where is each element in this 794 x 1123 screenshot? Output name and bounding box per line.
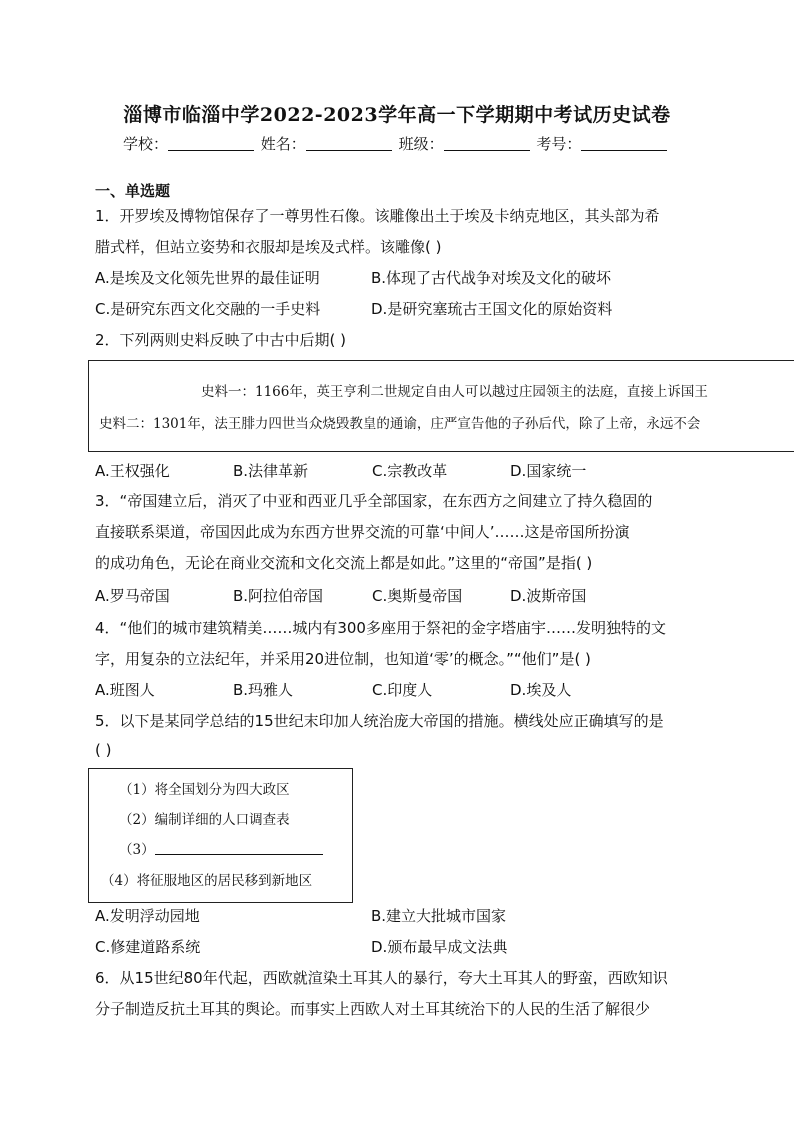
q2-stem: 2．下列两则史料反映了中古中后期( ) <box>95 331 347 349</box>
q1-option-c[interactable]: C.是研究东西文化交融的一手史料 <box>95 300 321 318</box>
q1-option-a[interactable]: A.是埃及文化领先世界的最佳证明 <box>95 269 320 287</box>
q3-stem-line1: 3．“帝国建立后，消灭了中亚和西亚几乎全部国家，在东西方之间建立了持久稳固的 <box>95 492 653 510</box>
q2-option-d[interactable]: D.国家统一 <box>510 462 587 480</box>
q1-option-d[interactable]: D.是研究塞琉古王国文化的原始资料 <box>371 300 613 318</box>
q1-stem-line1: 1．开罗埃及博物馆保存了一尊男性石像。该雕像出土于埃及卡纳克地区，其头部为希 <box>95 207 660 225</box>
school-blank[interactable] <box>168 136 254 151</box>
name-label: 姓名： <box>260 135 306 153</box>
section-heading: 一、单选题 <box>95 182 171 200</box>
q2-option-b[interactable]: B.法律革新 <box>233 462 309 480</box>
q5-stem-line2: ( ) <box>95 741 112 759</box>
student-info-row <box>123 133 669 154</box>
q2-source-two: 史料二：1301年，法王腓力四世当众烧毁教皇的通谕，庄严宣告他的子孙后代，除了上帝，永远不会 <box>99 416 701 432</box>
q5-option-b[interactable]: B.建立大批城市国家 <box>371 907 507 925</box>
q1-option-b[interactable]: B.体现了古代战争对埃及文化的破坏 <box>371 269 612 287</box>
q5-item-3-blank <box>155 842 323 855</box>
q3-option-a[interactable]: A.罗马帝国 <box>95 587 170 605</box>
q2-option-a[interactable]: A.王权强化 <box>95 462 170 480</box>
exam-title: 淄博市临淄中学2022-2023学年高一下学期期中考试历史试卷 <box>123 104 671 126</box>
q5-option-c[interactable]: C.修建道路系统 <box>95 938 201 956</box>
q4-option-a[interactable]: A.班图人 <box>95 681 155 699</box>
q2-source-one: 史料一：1166年，英王亨利二世规定自由人可以越过庄园领主的法庭，直接上诉国王 <box>201 384 708 400</box>
q3-stem-line3: 的成功角色，无论在商业交流和文化交流上都是如此。”这里的“帝国”是指( ) <box>95 554 593 572</box>
q2-source-box <box>88 360 794 452</box>
q5-measures-box <box>88 768 353 903</box>
number-blank[interactable] <box>581 136 667 151</box>
q4-option-d[interactable]: D.埃及人 <box>510 681 572 699</box>
q4-stem-line1: 4．“他们的城市建筑精美……城内有300多座用于祭祀的金字塔庙宇……发明独特的文 <box>95 619 666 637</box>
q1-stem-line2: 腊式样，但站立姿势和衣服却是埃及式样。该雕像( ) <box>95 238 442 256</box>
school-label: 学校： <box>123 135 169 153</box>
q5-option-d[interactable]: D.颁布最早成文法典 <box>371 938 508 956</box>
class-blank[interactable] <box>444 136 530 151</box>
q4-option-b[interactable]: B.玛雅人 <box>233 681 294 699</box>
q6-stem-line2: 分子制造反抗土耳其的舆论。而事实上西欧人对土耳其统治下的人民的生活了解很少 <box>95 1000 651 1018</box>
q4-stem-line2: 字，用复杂的立法纪年，并采用20进位制，也知道‘零’的概念。”“他们”是( ) <box>95 650 591 668</box>
q5-item-2: （2）编制详细的人口调查表 <box>119 812 290 828</box>
q5-item-3: （3） <box>119 838 323 858</box>
q5-option-a[interactable]: A.发明浮动园地 <box>95 907 200 925</box>
q4-option-c[interactable]: C.印度人 <box>372 681 433 699</box>
q2-option-c[interactable]: C.宗教改革 <box>372 462 448 480</box>
q3-stem-line2: 直接联系渠道，帝国因此成为东西方世界交流的可靠‘中间人’……这是帝国所扮演 <box>95 523 630 541</box>
q5-item-4: （4）将征服地区的居民移到新地区 <box>101 873 313 889</box>
q3-option-c[interactable]: C.奥斯曼帝国 <box>372 587 463 605</box>
class-label: 班级： <box>398 135 444 153</box>
name-blank[interactable] <box>306 136 392 151</box>
q5-item-1: （1）将全国划分为四大政区 <box>119 782 290 798</box>
number-label: 考号： <box>536 135 582 153</box>
q3-option-b[interactable]: B.阿拉伯帝国 <box>233 587 324 605</box>
q3-option-d[interactable]: D.波斯帝国 <box>510 587 587 605</box>
q5-stem-line1: 5．以下是某同学总结的15世纪末印加人统治庞大帝国的措施。横线处应正确填写的是 <box>95 712 664 730</box>
q6-stem-line1: 6．从15世纪80年代起，西欧就渲染土耳其人的暴行，夸大土耳其人的野蛮，西欧知识 <box>95 969 668 987</box>
